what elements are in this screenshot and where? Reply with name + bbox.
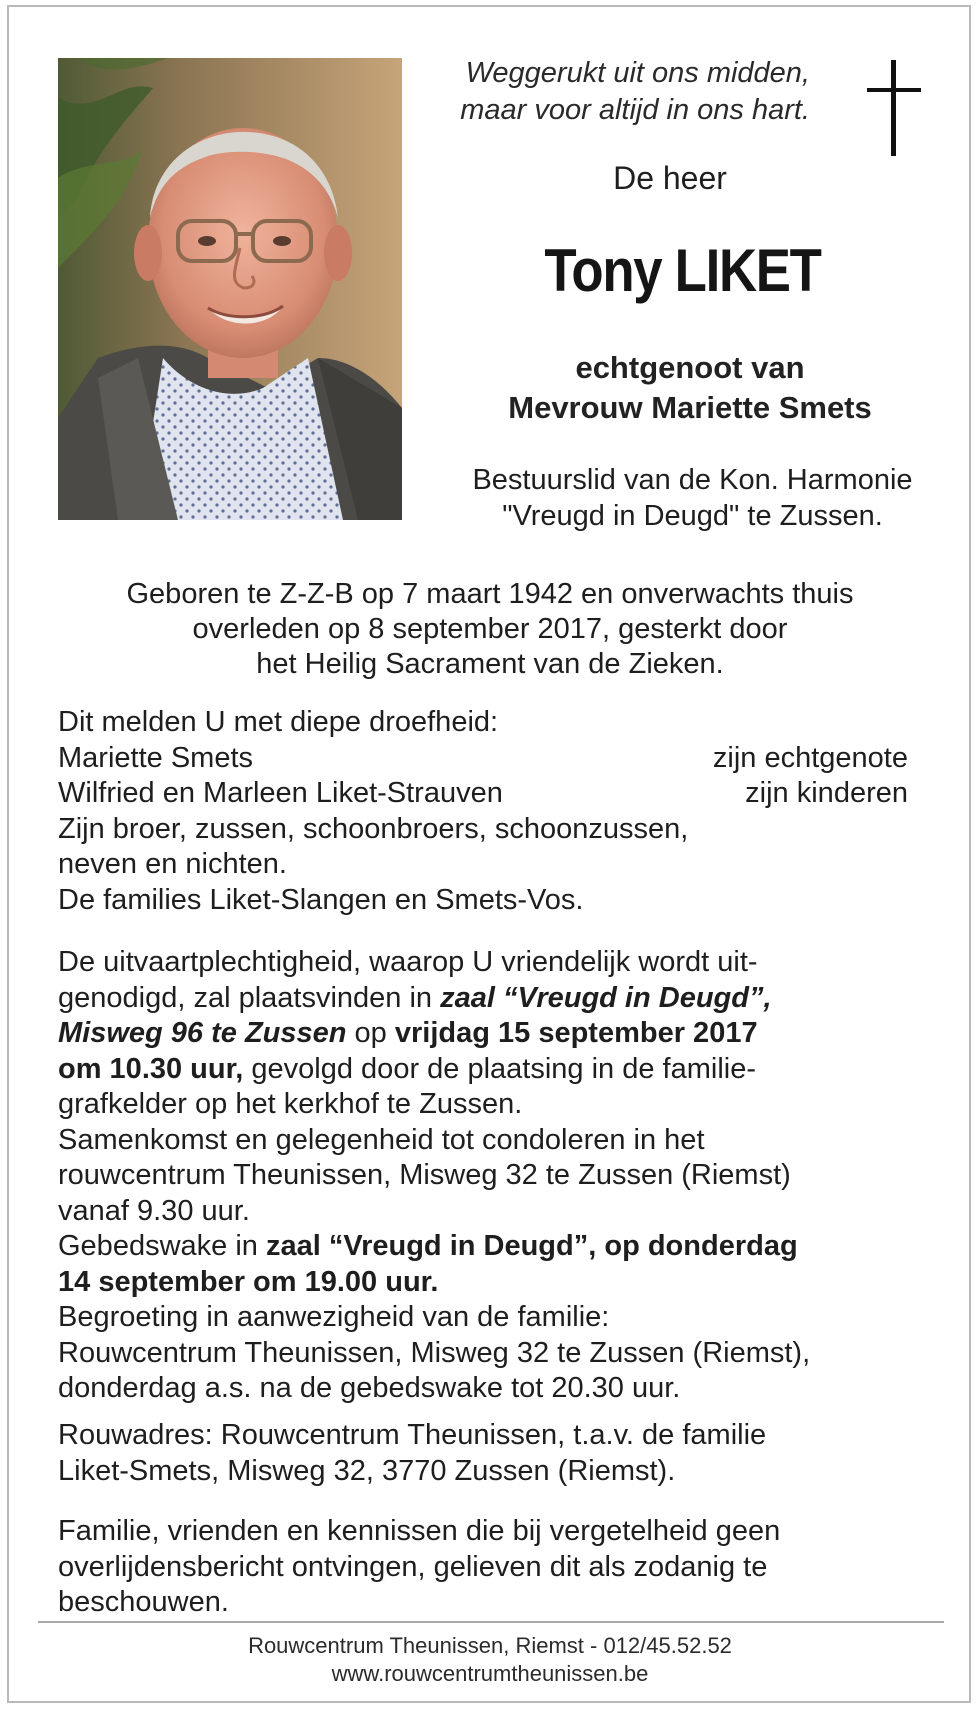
deceased-name: Tony LIKET: [544, 237, 821, 304]
portrait-photo: [58, 58, 402, 520]
spouse-info: echtgenoot van Mevrouw Mariette Smets: [508, 350, 872, 425]
list-item: Wilfried en Marleen Liket-Strauven zijn kinderen: [58, 777, 908, 809]
salutation: De heer: [613, 160, 727, 196]
mourners-list: Dit melden U met diepe droefheid: Mariette Smets zijn echtgenote Wilfried en Marleen Liket-Strauven zijn kinderen Zijn broer, zussen, schoonbroers, schoonzussen, neven en nichten. De families Liket-Slangen en Smets-Vos.: [58, 706, 908, 916]
list-item: Mariette Smets zijn echtgenote: [58, 741, 908, 774]
footer-website[interactable]: www.rouwcentrumtheunissen.be: [331, 1661, 649, 1686]
footer-contact: Rouwcentrum Theunissen, Riemst - 012/45.52.52: [248, 1633, 732, 1658]
birth-death-text: Geboren te Z-Z-B op 7 maart 1942 en onverwachts thuis overleden op 8 september 2017, gesterkt door het Heilig Sacrament van de Zieken.: [126, 578, 854, 680]
memorial-quote: Weggerukt uit ons midden, maar voor altijd in ons hart.: [460, 57, 810, 126]
mourning-address: Rouwadres: Rouwcentrum Theunissen, t.a.v. de familie Liket-Smets, Misweg 32, 3770 Zussen (Riemst).: [58, 1419, 767, 1487]
board-membership: Bestuurslid van de Kon. Harmonie "Vreugd in Deugd" te Zussen.: [472, 464, 913, 532]
funeral-details: De uitvaartplechtigheid, waarop U vriendelijk wordt uit- genodigd, zal plaatsvinden in zaal “Vreugd in Deugd”, Misweg 96 te Zussen op vrijdag 15 september 2017 om 10.30 uur, gevolgd door de plaatsing in de familie- grafkelder op het kerkhof te Zussen. Samenkomst en gelegenheid tot condoleren in het rouwcentrum Theunissen, Misweg 32 te Zussen (Riemst) vanaf 9.30 uur. Gebedswake in zaal “Vreugd in Deugd”, op donderdag 14 september om 19.00 uur. Begroeting in aanwezigheid van de familie: Rouwcentrum Theunissen, Misweg 32 te Zussen (Riemst), donderdag a.s. na de gebedswake tot 20.30 uur.: [58, 946, 811, 1404]
cross-icon: [862, 60, 926, 160]
footer-divider: [38, 1621, 944, 1623]
notice-text: Familie, vrienden en kennissen die bij vergetelheid geen overlijdensbericht ontvingen, gelieven dit als zodanig te beschouwen.: [58, 1515, 781, 1618]
